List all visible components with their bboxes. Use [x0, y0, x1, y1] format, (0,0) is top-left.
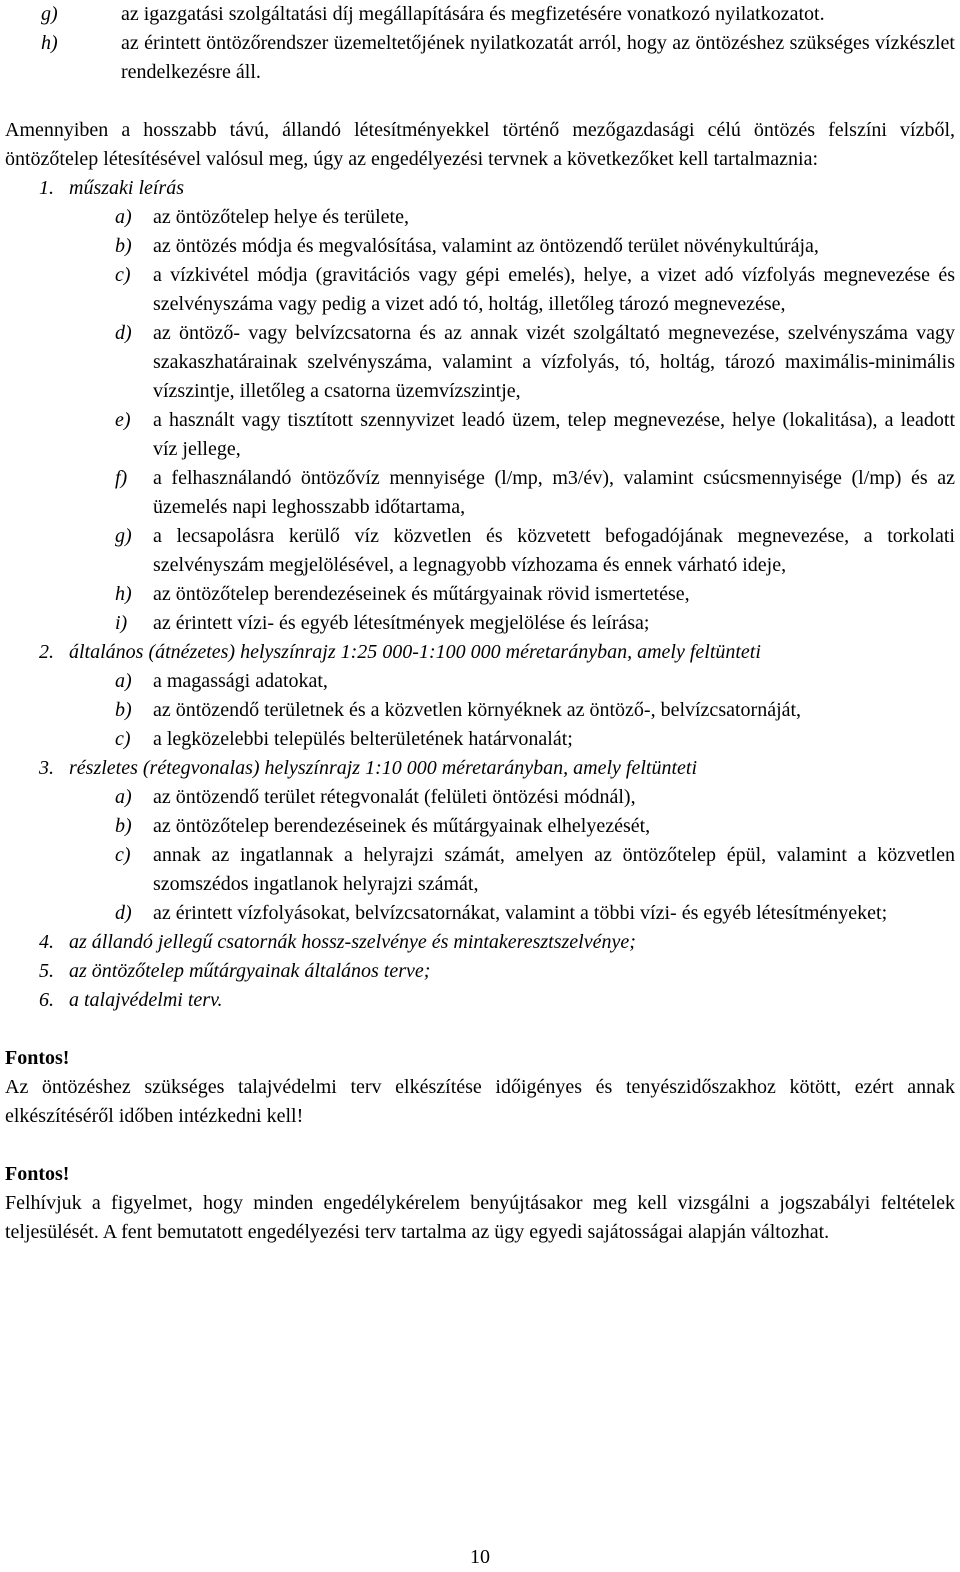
item-label: d) [115, 902, 132, 924]
item-text: annak az ingatlannak a helyrajzi számát, amelyen az öntözőtelep épül, valamint a közvetlen szomszédos ingatlanok helyrajzi számát, [153, 844, 955, 895]
section-heading-row [5, 174, 955, 203]
note-title: Fontos! [5, 1163, 70, 1185]
item-text: az érintett öntözőrendszer üzemeltetőjének nyilatkozatát arról, hogy az öntözéshez szükséges vízkészlet rendelkezésre áll. [121, 32, 955, 83]
note-text: Az öntözéshez szükséges talajvédelmi terv elkészítése időigényes és tenyészidőszakhoz kötött, ezért annak elkészítéséről időben intézkedni kell! [5, 1076, 955, 1127]
list-item [5, 232, 955, 261]
item-label: d) [115, 322, 132, 344]
section-2 [5, 638, 955, 754]
item-text: az öntöző- vagy belvízcsatorna és az annak vizét szolgáltató megnevezése, szelvényszáma vagy szakaszhatárainak szelvényszáma, valamint a vízfolyás, tó, holtág, tározó maximális-minimális vízszintje, illetőleg a csatorna üzemvízszintje, [153, 322, 955, 402]
section-number: 1. [39, 177, 54, 199]
item-label: e) [115, 409, 131, 431]
item-text: a magassági adatokat, [153, 670, 328, 692]
note-text: Felhívjuk a figyelmet, hogy minden engedélykérelem benyújtásakor meg kell vizsgálni a jogszabályi feltételek teljesülését. A fent bemutatott engedélyezési terv tartalma az ügy egyedi sajátosságai alapján változhat. [5, 1192, 955, 1243]
item-label: f) [115, 467, 128, 489]
item-label: c) [115, 264, 131, 286]
item-label: b) [115, 235, 132, 257]
section-heading: az állandó jellegű csatornák hossz-szelvénye és mintakeresztszelvénye; [69, 931, 636, 953]
top-list [5, 0, 955, 87]
section-heading: általános (átnézetes) helyszínrajz 1:25 000-1:100 000 méretarányban, amely feltünteti [69, 641, 761, 663]
item-label: a) [115, 786, 132, 808]
item-text: az öntözés módja és megvalósítása, valamint az öntözendő terület növénykultúrája, [153, 235, 819, 257]
section-heading-row [5, 638, 955, 667]
section-number: 5. [39, 960, 54, 982]
section-5 [5, 957, 955, 986]
item-label: g) [115, 525, 132, 547]
list-item [5, 696, 955, 725]
item-label: a) [115, 206, 132, 228]
item-text: a vízkivétel módja (gravitációs vagy gépi emelés), helye, a vizet adó vízfolyás megnevezése és szelvényszáma vagy pedig a vizet adó tó, holtág, illetőleg tározó megnevezése, [153, 264, 955, 315]
list-item [5, 319, 955, 406]
item-label: b) [115, 815, 132, 837]
item-text: a legközelebbi település belterületének határvonalát; [153, 728, 573, 750]
item-label: h) [115, 583, 132, 605]
list-item [5, 464, 955, 522]
item-label: i) [115, 612, 128, 634]
item-text: az érintett vízi- és egyéb létesítmények megjelölése és leírása; [153, 612, 650, 634]
intro-paragraph: Amennyiben a hosszabb távú, állandó létesítményekkel történő mezőgazdasági célú öntözés felszíni vízből, öntözőtelep létesítésével valósul meg, úgy az engedélyezési tervnek a következőket kell tartalmaznia: [5, 119, 955, 170]
section-number: 4. [39, 931, 54, 953]
item-text: a lecsapolásra kerülő víz közvetlen és közvetett befogadójának megnevezése, a torkolati szelvényszám megjelölésével, a legnagyobb vízhozama és ennek várható ideje, [153, 525, 955, 576]
list-item [5, 899, 955, 928]
item-label: c) [115, 728, 131, 750]
list-item [5, 667, 955, 696]
note-block [5, 1044, 955, 1131]
note-block [5, 1160, 955, 1247]
section-1 [5, 174, 955, 638]
item-label: h) [41, 32, 58, 54]
list-item [5, 261, 955, 319]
item-text: a használt vagy tisztított szennyvizet leadó üzem, telep megnevezése, helye (lokalitása), a leadott víz jellege, [153, 409, 955, 460]
item-text: az öntözőtelep berendezéseinek és műtárgyainak elhelyezését, [153, 815, 651, 837]
list-item [5, 0, 955, 29]
item-text: az öntözőtelep helye és területe, [153, 206, 409, 228]
item-label: a) [115, 670, 132, 692]
list-item [5, 812, 955, 841]
section-heading: részletes (rétegvonalas) helyszínrajz 1:10 000 méretarányban, amely feltünteti [69, 757, 698, 779]
section-number: 3. [39, 757, 54, 779]
item-text: az öntözőtelep berendezéseinek és műtárgyainak rövid ismertetése, [153, 583, 690, 605]
item-label: b) [115, 699, 132, 721]
section-heading-row [5, 754, 955, 783]
list-item [5, 725, 955, 754]
section-heading: a talajvédelmi terv. [69, 989, 223, 1011]
item-text: az öntözendő területnek és a közvetlen környéknek az öntöző-, belvízcsatornáját, [153, 699, 802, 721]
section-6 [5, 986, 955, 1015]
list-item [5, 522, 955, 580]
section-4 [5, 928, 955, 957]
list-item [5, 609, 955, 638]
section-3 [5, 754, 955, 928]
section-heading: műszaki leírás [69, 177, 184, 199]
item-label: c) [115, 844, 131, 866]
section-number: 6. [39, 989, 54, 1011]
item-text: az öntözendő terület rétegvonalát (felületi öntözési módnál), [153, 786, 636, 808]
list-item [5, 783, 955, 812]
section-heading: az öntözőtelep műtárgyainak általános terve; [69, 960, 431, 982]
document-page [5, 0, 955, 1247]
section-number: 2. [39, 641, 54, 663]
list-item [5, 203, 955, 232]
note-title: Fontos! [5, 1047, 70, 1069]
item-text: a felhasználandó öntözővíz mennyisége (l/mp, m3/év), valamint csúcsmennyisége (l/mp) és az üzemelés napi leghosszabb időtartama, [153, 467, 955, 518]
list-item [5, 580, 955, 609]
list-item [5, 841, 955, 899]
list-item [5, 406, 955, 464]
list-item [5, 29, 955, 87]
item-label: g) [41, 3, 58, 25]
item-text: az igazgatási szolgáltatási díj megállapítására és megfizetésére vonatkozó nyilatkozatot. [121, 3, 825, 25]
page-number: 10 [470, 1546, 490, 1568]
item-text: az érintett vízfolyásokat, belvízcsatornákat, valamint a többi vízi- és egyéb létesítményeket; [153, 902, 888, 924]
